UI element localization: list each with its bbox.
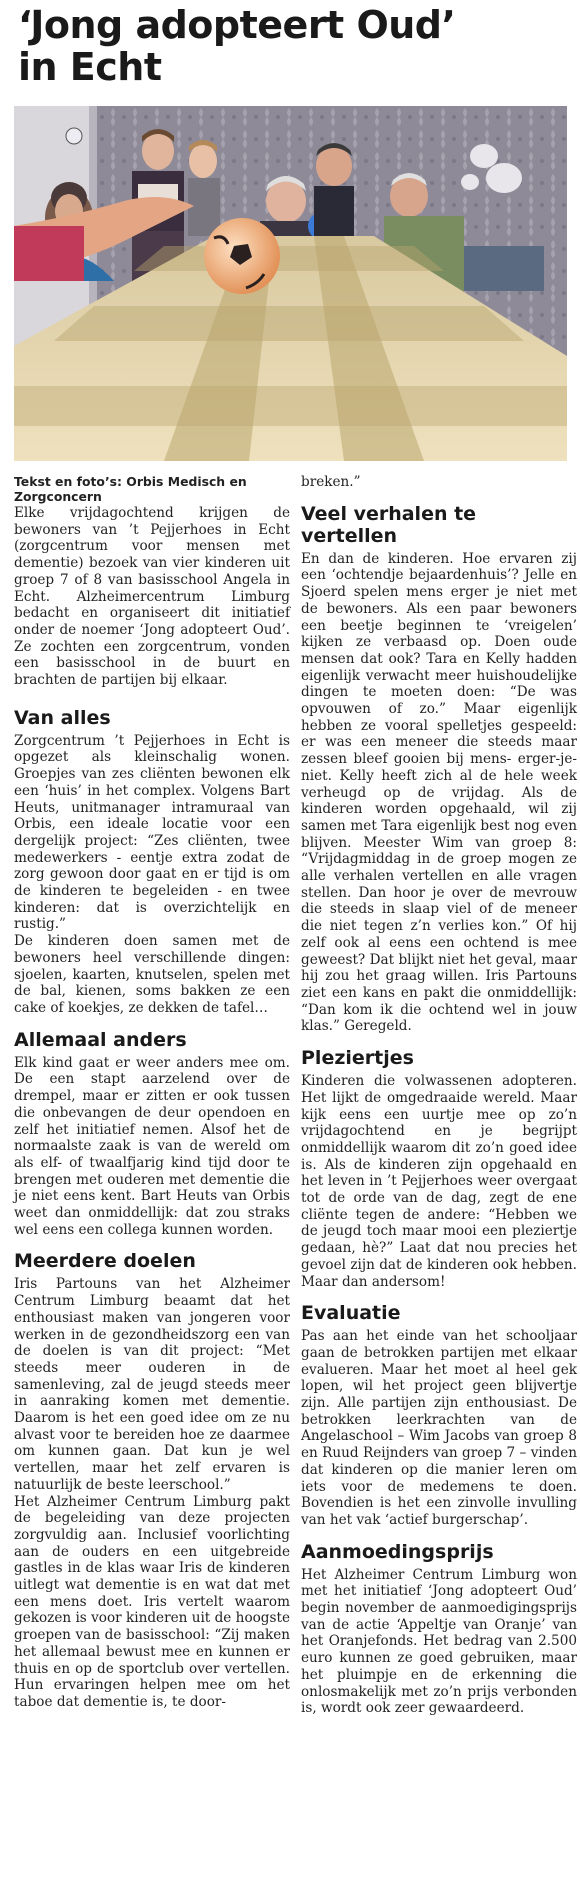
aanmoedigingsprijs-paragraph: Het Alzheimer Centrum Limburg won met het initiatief ‘Jong adopteert Oud’ begin november de aanmoedigingsprijs van de actie ‘Appeltje van Oranje’ van het Oranjefonds. Het bedrag van 2.500 euro kunnen ze goed gebruiken, maar het pluimpje en de erkenning die onlosmakelijk met zo’n prijs verbonden is, wordt ook zeer gewaardeerd.: [301, 1566, 577, 1717]
pleziertjes-paragraph: Kinderen die volwassenen adopteren. Het lijkt de omgedraaide wereld. Maar kijk eens een uurtje mee op zo’n vrijdagochtend en je begrijpt onmiddellijk waarom dit zo’n goed idee is. Als de kinderen zijn opgehaald en het leven in ’t Pejjerhoes weer overgaat tot de orde van de dag, zegt de ene cliënte tegen de andere: “Hebben we de jeugd toch maar mooi een pleziertje gedaan, hè?” Laat dat nou precies het gevoel zijn dat de kinderen ook hebben. Maar dan andersom!: [301, 1073, 577, 1290]
allemaal-paragraph: Elk kind gaat er weer anders mee om. De een stapt aarzelend over de drempel, maar er zitten er ook tussen die onbevangen de deur opendoen en zelf het initiatief nemen. Alsof het de normaalste zaak is van de wereld om als elf- of twaalfjarig kind tijd door te brengen met ouderen met dementie die je niet eens kent. Bart Heuts van Orbis weet dan onmiddellijk: dat zou straks wel eens een collega kunnen worden.: [14, 1054, 290, 1238]
heading-van-alles: Van alles: [14, 706, 111, 729]
van-alles-paragraph-2: De kinderen doen samen met de bewoners heel verschillende dingen: sjoelen, kaarten, knutselen, spelen met de bal, kienen, soms bakken ze een cake of koekjes, ze dekken de tafel…: [14, 933, 290, 1016]
verhalen-paragraph: En dan de kinderen. Hoe ervaren zij een ‘ochtendje bejaardenhuis’? Jelle en Sjoerd spelen mens erger je niet met de bewoners. Als een paar bewoners een beetje beginnen te ‘vreigelen’ kijken ze verbaasd op. Doen oude mensen dat ook? Tara en Kelly hadden eigenlijk verwacht meer huishoudelijke dingen te moeten doen: “De was opvouwen of zo.” Maar eigenlijk hebben ze vooral spelletjes gespeeld: er was een meneer die steeds maar zessen bleef gooien bij mens- erger-je-niet. Kelly heeft zich al de hele week verheugd op de vrijdag. Als de kinderen worden opgehaald, wil zij samen met Tara eigenlijk best nog even blijven. Meester Wim van groep 8: “Vrijdagmiddag in de groep mogen ze alle verhalen vertellen en alle vragen stellen. Dan hoor je over de mevrouw die steeds in slaap viel of de meneer die niet tegen z’n verlies kon.” Of hij zelf ook al eens een ochtend is mee geweest? Dat blijkt niet het geval, maar hij zou het graag willen. Iris Partouns ziet een kans en pakt die onmiddellijk: “Dan kom ik die ochtend wel in jouw klas.” Geregeld.: [301, 550, 577, 1035]
meerdere-paragraph-2: Het Alzheimer Centrum Limburg pakt de begeleiding van deze projecten zorgvuldig aan. Inclusief voorlichting aan de ouders en een uitgebreide gastles in de klas waar Iris de kinderen uitlegt wat dementie is en wat dat met een mens doet. Iris vertelt waarom gekozen is voor kinderen uit de hoogste groepen van de basisschool: “Zij maken het allemaal bewust mee en kunnen er thuis en op de sportclub over vertellen. Hun ervaringen helpen mee om het taboe dat dementie is, te door-: [14, 1493, 290, 1710]
photo-credit: Tekst en foto’s: Orbis Medisch en Zorgconcern: [14, 474, 247, 504]
heading-aanmoedigingsprijs: Aanmoedingsprijs: [301, 1540, 494, 1563]
continued-text: breken.”: [301, 474, 361, 490]
heading-veel-verhalen: Veel verhalen te vertellen: [301, 502, 477, 547]
left-column: [14, 474, 290, 1711]
article-title: [18, 4, 558, 88]
heading-meerdere-doelen: Meerdere doelen: [14, 1250, 196, 1273]
heading-allemaal-anders: Allemaal anders: [14, 1028, 187, 1051]
right-column: [301, 474, 577, 1717]
title-line-1: ‘Jong adopteert Oud’: [18, 3, 456, 47]
van-alles-paragraph-1: Zorgcentrum ’t Pejjerhoes in Echt is opgezet als kleinschalig wonen. Groepjes van zes cliënten bewonen elk een ‘huis’ in het complex. Volgens Bart Heuts, unitmanager intramuraal van Orbis, een ideale locatie voor een dergelijk project: “Zes cliënten, twee medewerkers - eentje extra zodat de zorg gewoon door gaat en er tijd is om de kinderen te begeleiden - en twee kinderen: dat is overzichtelijk en rustig.”: [14, 732, 290, 933]
evaluatie-paragraph: Pas aan het einde van het schooljaar gaan de betrokken partijen met elkaar evalueren. Maar het moet al heel gek lopen, wil het project geen blijvertje zijn. Alle partijen zijn enthousiast. De betrokken leerkrachten van de Angelaschool – Wim Jacobs van groep 8 en Ruud Reijnders van groep 7 – vinden dat kinderen op die manier leren om iets voor de medemens te doen. Bovendien is het een zinvolle invulling van het vak ‘actief burgerschap’.: [301, 1328, 577, 1528]
heading-evaluatie: Evaluatie: [301, 1302, 401, 1325]
heading-pleziertjes: Pleziertjes: [301, 1047, 414, 1070]
title-line-2: in Echt: [18, 45, 162, 89]
intro-paragraph: Elke vrijdagochtend krijgen de bewoners van ’t Pejjerhoes in Echt (zorgcentrum voor mensen met dementie) bezoek van vier kinderen uit groep 7 of 8 van basisschool Angela in Echt. Alzheimercentrum Limburg bedacht en organiseert dit initiatief onder de noemer ‘Jong adopteert Oud’. Ze zochten een zorgcentrum, vonden een basisschool in de buurt en brachten de partijen bij elkaar.: [14, 505, 290, 689]
meerdere-paragraph-1: Iris Partouns van het Alzheimer Centrum Limburg beaamt dat het enthousiast maken van jongeren voor werken in de gezondheidszorg een van de doelen is van dit project: “Met steeds meer ouderen in de samenleving, zal de jeugd steeds meer in aanraking komen met dementie. Daarom is het een goed idee om ze nu alvast voor te bereiden hoe ze daarmee om kunnen gaan. Dat kun je wel vertellen, maar het zelf ervaren is natuurlijk de beste leerschool.”: [14, 1276, 290, 1493]
article-photo: [14, 106, 567, 461]
